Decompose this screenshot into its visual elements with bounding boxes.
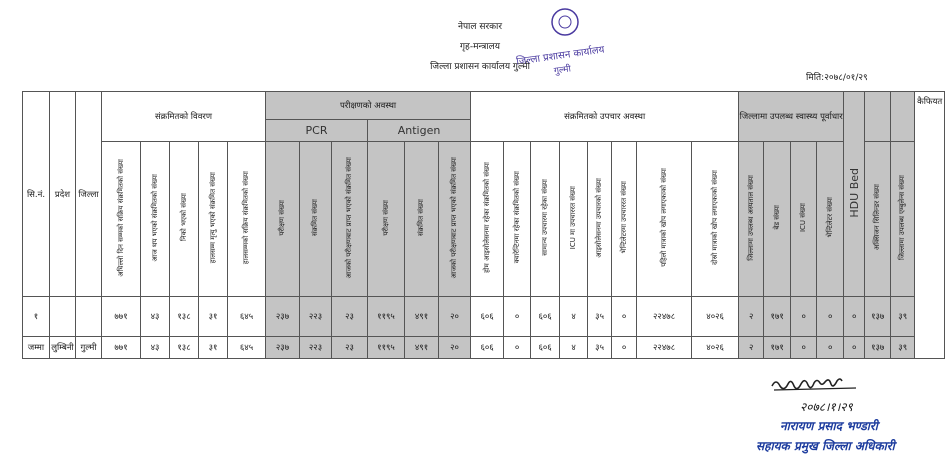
cell-sn: जम्मा (23, 337, 50, 359)
cell-province: लुम्बिनी (50, 337, 76, 359)
cell-value: ११९५ (368, 297, 405, 337)
cell-value: ४ (560, 297, 588, 337)
cell-value: ३९ (891, 297, 915, 337)
cell-value: ४ (560, 337, 588, 359)
cell-value: ० (844, 297, 865, 337)
cell-value: ११९५ (368, 337, 405, 359)
subheader-0: अघिल्लो दिन सम्मको सक्रिय संक्रमितको संख्या (102, 142, 141, 297)
subheader-3: हालसम्म मृत्यु भएको संक्रमित संख्या (199, 142, 228, 297)
subheader-24: जिल्लामा उपलब्ध एम्बुलेन्स संख्या (891, 142, 915, 297)
officer-name: नारायण प्रसाद भण्डारी (780, 419, 878, 433)
cell-value: २२३ (300, 337, 332, 359)
cell-value: १३८ (170, 297, 199, 337)
cell-value: ६०६ (531, 297, 560, 337)
subheader-16: भेन्टिलेटरमा उपचाररत संख्या (612, 142, 637, 297)
cell-value: १३८ (170, 337, 199, 359)
cell-value: २ (739, 297, 764, 337)
cell-district: गुल्मी (76, 337, 102, 359)
subheader-6: संक्रमित संख्या (300, 142, 332, 297)
cell-value: ४०२६ (692, 297, 739, 337)
cell-value: २० (439, 297, 471, 337)
cell-value: १७१ (764, 297, 791, 337)
cell-value: ६४५ (228, 297, 266, 337)
cell-value: १३७ (865, 337, 891, 359)
subheader-2: निको भएको संख्या (170, 142, 199, 297)
cell-value: ७७१ (102, 297, 141, 337)
spacer-b (891, 92, 915, 142)
signature-mark (768, 370, 868, 396)
group-tests: परीक्षणको अवस्था (266, 92, 471, 120)
officer-title: सहायक प्रमुख जिल्ला अधिकारी (756, 439, 895, 453)
office-stamp (510, 2, 620, 80)
col-district: जिल्ला (76, 92, 102, 297)
subheader-18: दोस्रो मात्राको खोप लगाएकाको संख्या (692, 142, 739, 297)
covid-report-table (22, 91, 945, 359)
spacer-a (865, 92, 891, 142)
cell-value: ४३ (141, 297, 170, 337)
cell-value: २ (739, 337, 764, 359)
cell-value: २० (439, 337, 471, 359)
group-antigen: Antigen (368, 120, 471, 142)
cell-value: ६०६ (471, 297, 504, 337)
cell-value: ४९१ (405, 337, 439, 359)
subheader-22: भेन्टिलेटर संख्या (817, 142, 844, 297)
header-govt: नेपाल सरकार (457, 22, 503, 32)
group-infected: संक्रमितको विवरण (102, 92, 266, 142)
col-remarks: कैफियत (915, 92, 945, 359)
subheader-4: हालसम्मको सक्रिय संक्रमितको संख्या (228, 142, 266, 297)
col-sn: सि.नं. (23, 92, 50, 297)
cell-value: ३९ (891, 337, 915, 359)
group-health: जिल्लामा उपलब्ध स्वास्थ्य पूर्वाधार (739, 92, 844, 142)
subheader-13: सामान्य उपचारमा रहेका संख्या (531, 142, 560, 297)
cell-value: ३१ (199, 297, 228, 337)
subheader-9: संक्रमित संख्या (405, 142, 439, 297)
subheader-15: आइसोलेसनमा उपचारको संख्या (588, 142, 612, 297)
subheader-14: ICU मा उपचाररत संख्या (560, 142, 588, 297)
col-province: प्रदेश (50, 92, 76, 297)
cell-value: ६०६ (531, 337, 560, 359)
cell-value: ० (844, 337, 865, 359)
cell-value: २३ (332, 297, 368, 337)
header-office: जिल्ला प्रशासन कार्यालय गुल्मी (430, 62, 530, 72)
cell-value: ० (791, 297, 817, 337)
subheader-8: परीक्षण संख्या (368, 142, 405, 297)
report-date: मिति:२०७८/०१/२९ (806, 73, 868, 83)
subheader-20: बेड संख्या (764, 142, 791, 297)
cell-value: ६०६ (471, 337, 504, 359)
cell-value: ६४५ (228, 337, 266, 359)
cell-value: ३५ (588, 337, 612, 359)
subheader-7: आजको परीक्षणबाट प्राप्त भएको संक्रमित संख्या (332, 142, 368, 297)
cell-value: ७७१ (102, 337, 141, 359)
cell-value: ० (612, 337, 637, 359)
cell-value: ४०२६ (692, 337, 739, 359)
header-ministry: गृह-मन्त्रालय (459, 42, 501, 52)
subheader-12: क्वारेन्टिनमा रहेका संक्रमितको संख्या (504, 142, 531, 297)
cell-sn: १ (23, 297, 50, 337)
cell-value: २२४७८ (637, 337, 692, 359)
subheader-19: जिल्लामा उपलब्ध अस्पताल संख्या (739, 142, 764, 297)
cell-value: ० (817, 337, 844, 359)
subheader-10: आजको परीक्षणबाट प्राप्त भएको संक्रमित संख्या (439, 142, 471, 297)
group-pcr: PCR (266, 120, 368, 142)
cell-value: २३७ (266, 297, 300, 337)
stamp-text: जिल्ला प्रशासन कार्यालय (515, 44, 606, 68)
cell-value: ० (817, 297, 844, 337)
cell-value: ४९१ (405, 297, 439, 337)
cell-value: ० (504, 297, 531, 337)
cell-value: ३१ (199, 337, 228, 359)
subheader-11: होम आइसोलेसनमा रहेका संक्रमितको संख्या (471, 142, 504, 297)
subheader-23: अक्सिजन सिलिन्डर संख्या (865, 142, 891, 297)
stamp-district: गुल्मी (553, 64, 572, 77)
signature-date: २०७८।१।२९ (800, 400, 853, 414)
group-treatment: संक्रमितको उपचार अवस्था (471, 92, 739, 142)
cell-district (76, 297, 102, 337)
cell-value: ० (504, 337, 531, 359)
cell-value: १७१ (764, 337, 791, 359)
cell-value: २३७ (266, 337, 300, 359)
cell-value: ० (791, 337, 817, 359)
cell-value: ४३ (141, 337, 170, 359)
cell-value: २२४७८ (637, 297, 692, 337)
subheader-21: ICU संख्या (791, 142, 817, 297)
subheader-17: पहिलो मात्राको खोप लगाएकाको संख्या (637, 142, 692, 297)
cell-value: २२३ (300, 297, 332, 337)
cell-value: १३७ (865, 297, 891, 337)
cell-value: २३ (332, 337, 368, 359)
subheader-1: आज थप भएको संक्रमितको संख्या (141, 142, 170, 297)
cell-province (50, 297, 76, 337)
cell-value: ३५ (588, 297, 612, 337)
cell-value: ० (612, 297, 637, 337)
subheader-5: परीक्षण संख्या (266, 142, 300, 297)
col-hdu: HDU Bed (844, 92, 865, 297)
